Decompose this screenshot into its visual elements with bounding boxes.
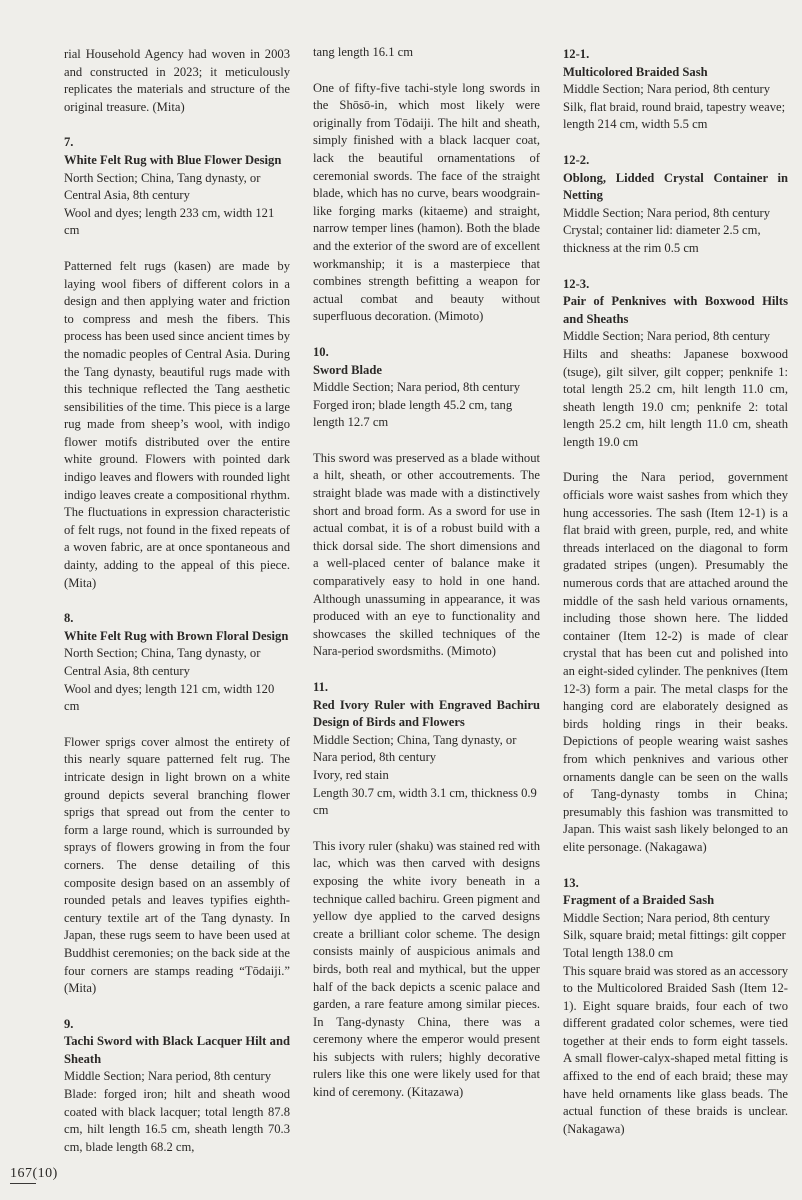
- item-8-number: 8.: [64, 611, 74, 626]
- item-10-body: This sword was preserved as a blade without a hilt, sheath, or other accoutrements. The straight blade was made with a distinctively short and broad form. As a sword for use in actual combat, it is of a robust build with a thick dorsal side. The short dimensions and a well-placed center of balance make it comparatively easy to hold in one hand. Although unassuming in appearance, it was produced with an eye to functionality and showcases the skilled techniques of the Nara-period swordsmiths. (Mimoto): [313, 450, 540, 659]
- item-7-meta-2: Wool and dyes; length 233 cm, width 121 cm: [64, 205, 275, 238]
- item-13-meta-3: Total length 138.0 cm: [563, 945, 674, 960]
- item-12-1-meta-1: Middle Section; Nara period, 8th century: [563, 82, 771, 97]
- continued-paragraph: rial Household Agency had woven in 2003 and constructed in 2023; it meticulously replicates the materials and structure of the original treasure. (Mita): [64, 47, 290, 114]
- page-number: 167(10): [10, 1166, 58, 1181]
- item-12-body: During the Nara period, government officials wore waist sashes from which they hung accessories. The sash (Item 12-1) is a flat braid with green, purple, red, and white threads interlaced on the diagonal to form gradated stripes (ungen). Presumably the numerous cords that are attached around the middle of the sash held various ornaments, including those shown here. The lidded container (Item 12-2) is made of clear crystal that has been cut and polished into an eight-sided cylinder. The penknives (Item 12-3) form a pair. The metal clasps for the hanging cord are elaborately designed as birds holding rings in their beaks. Depictions of people wearing waist sashes from which penknives and various other ornaments dangle can be seen on the walls of Tang-dynasty tombs in China; presumably this fashion was transmitted to Japan. This waist sash likely belonged to an elite personage. (Nakagawa): [563, 470, 788, 854]
- column-middle: [313, 44, 540, 1102]
- item-11-meta-2: Ivory, red stain: [313, 767, 389, 782]
- item-7-title: White Felt Rug with Blue Flower Design: [64, 152, 282, 167]
- item-10-meta-1: Middle Section; Nara period, 8th century: [313, 380, 521, 395]
- item-11-number: 11.: [313, 680, 329, 694]
- item-8-meta-2: Wool and dyes; length 121 cm, width 120 cm: [64, 681, 275, 714]
- item-11-body: This ivory ruler (shaku) was stained red with lac, which was then carved with designs exposing the white ivory beneath in a technique called bachiru. Green pigment and yellow dye applied to the carved designs create a brilliant color scheme. The design consists mainly of auspicious animals and birds, both real and mythical, but the upper half of the back depicts a scenic palace and garden, a rare feature among similar pieces. In Tang-dynasty China, there was a ceremony where the emperor would present his subjects with rulers; highly decorative rulers like this one were likely used for that kind of ceremony. (Kitazawa): [313, 838, 540, 1100]
- item-10-number: 10.: [313, 344, 329, 359]
- item-9-continued-meta: tang length 16.1 cm: [313, 45, 414, 59]
- item-10-meta-2: Forged iron; blade length 45.2 cm, tang length 12.7 cm: [313, 397, 513, 430]
- item-13-body: This square braid was stored as an accessory to the Multicolored Braided Sash (Item 12-1). Eight square braids, four each of two different gradated color schemes, were tied together at their ends to form eight tassels. A small flower-calyx-shaped metal fitting is affixed to the end of each braid; these may have held ornaments like glass beads. The actual function of these braids is unclear. (Nakagawa): [563, 963, 788, 1136]
- item-12-3-meta-2: Hilts and sheaths: Japanese boxwood (tsuge), gilt silver, gilt copper; penknife 1: total length 25.2 cm, hilt length 11.0 cm, sheath length 19.0 cm; penknife 2: total length 25.2 cm, hilt length 11.0 cm, sheath length 19.0 cm: [563, 346, 788, 449]
- item-9-meta-2: Blade: forged iron; hilt and sheath wood coated with black lacquer; total length 87.8 cm, hilt length 16.5 cm, sheath length 70.3 cm, blade length 68.2 cm,: [64, 1087, 290, 1154]
- column-left: [64, 46, 290, 1156]
- item-12-1-meta-2: Silk, flat braid, round braid, tapestry weave; length 214 cm, width 5.5 cm: [563, 99, 786, 132]
- item-9-title: Tachi Sword with Black Lacquer Hilt and Sheath: [64, 1034, 290, 1066]
- item-12-2-number: 12-2.: [563, 152, 590, 167]
- item-8-body: Flower sprigs cover almost the entirety of this nearly square patterned felt rug. The intricate design in light brown on a white ground depicts several branching flower sprigs that spread out from the center to form a large round, which is surrounded by sprays of flowers growing in from the four corners. The dense detailing of this composite design based on an assembly of rounded petals and leaves typifies eighth-century textile art of the Tang dynasty. In Japan, these rugs seem to have been used at Buddhist ceremonies; on the back side at the four corners are stamps reading “Tōdaiji.” (Mita): [64, 734, 290, 996]
- item-7-body: Patterned felt rugs (kasen) are made by laying wool fibers of different colors in a design and then applying water and friction to compress and mesh the fibers. This process has been used since ancient times by the nomadic peoples of Central Asia. During the Tang dynasty, beautiful rugs made with this technique reflected the Tang aesthetic sensibilities of the time. This piece is a large rug made from sheep’s wool, with indigo flower motifs distributed over the entire white ground. Flowers with pointed dark indigo leaves and flowers with rounded light indigo leaves create a compositional rhythm. The fluctuations in expression characteristic of felt rugs, not found in the fixed repeats of a woven fabric, are at once spontaneous and dainty, adding to the appeal of this piece. (Mita): [64, 258, 290, 590]
- item-7-number: 7.: [64, 135, 74, 150]
- item-13-title: Fragment of a Braided Sash: [563, 893, 715, 908]
- item-7-meta-1: North Section; China, Tang dynasty, or Central Asia, 8th century: [64, 170, 261, 203]
- item-10-title: Sword Blade: [313, 362, 382, 377]
- item-11-meta-3: Length 30.7 cm, width 3.1 cm, thickness 0.9 cm: [313, 785, 537, 818]
- item-13-meta-2: Silk, square braid; metal fittings: gilt copper: [563, 928, 786, 943]
- item-12-3-number: 12-3.: [563, 276, 590, 291]
- item-12-2-meta-2: Crystal; container lid: diameter 2.5 cm, thickness at the rim 0.5 cm: [563, 223, 761, 255]
- item-13-number: 13.: [563, 875, 579, 890]
- item-8-title: White Felt Rug with Brown Floral Design: [64, 628, 289, 643]
- item-9-body: One of fifty-five tachi-style long swords in the Shōsō-in, which most likely were originally from Tōdaiji. The hilt and sheath, simply finished with a black lacquer coat, lack the beautiful ornamentations of ceremonial swords. The face of the straight blade, which has no curve, bears woodgrain-like forging marks (kitaeme) and straight, narrow temper lines (hamon). Both the blade and the exterior of the sword are of excellent workmanship; it is a masterpiece that combines strength befitting a weapon for actual combat and beauty without superfluous decoration. (Mimoto): [313, 80, 540, 324]
- item-11-meta-1: Middle Section; China, Tang dynasty, or Nara period, 8th century: [313, 732, 517, 765]
- item-13-meta-1: Middle Section; Nara period, 8th century: [563, 910, 771, 925]
- item-12-1-number: 12-1.: [563, 47, 590, 61]
- column-right: [563, 46, 788, 1138]
- item-12-3-meta-1: Middle Section; Nara period, 8th century: [563, 329, 771, 344]
- item-9-meta-1: Middle Section; Nara period, 8th century: [64, 1069, 272, 1084]
- item-11-title: Red Ivory Ruler with Engraved Bachiru Design of Birds and Flowers: [313, 697, 540, 730]
- item-12-3-title: Pair of Penknives with Boxwood Hilts and Sheaths: [563, 294, 788, 326]
- item-8-meta-1: North Section; China, Tang dynasty, or Central Asia, 8th century: [64, 646, 261, 678]
- item-12-2-meta-1: Middle Section; Nara period, 8th century: [563, 205, 771, 220]
- page-number-rule: [10, 1183, 36, 1184]
- item-12-1-title: Multicolored Braided Sash: [563, 64, 708, 79]
- item-12-2-title: Oblong, Lidded Crystal Container in Netting: [563, 170, 788, 203]
- item-9-number: 9.: [64, 1016, 74, 1031]
